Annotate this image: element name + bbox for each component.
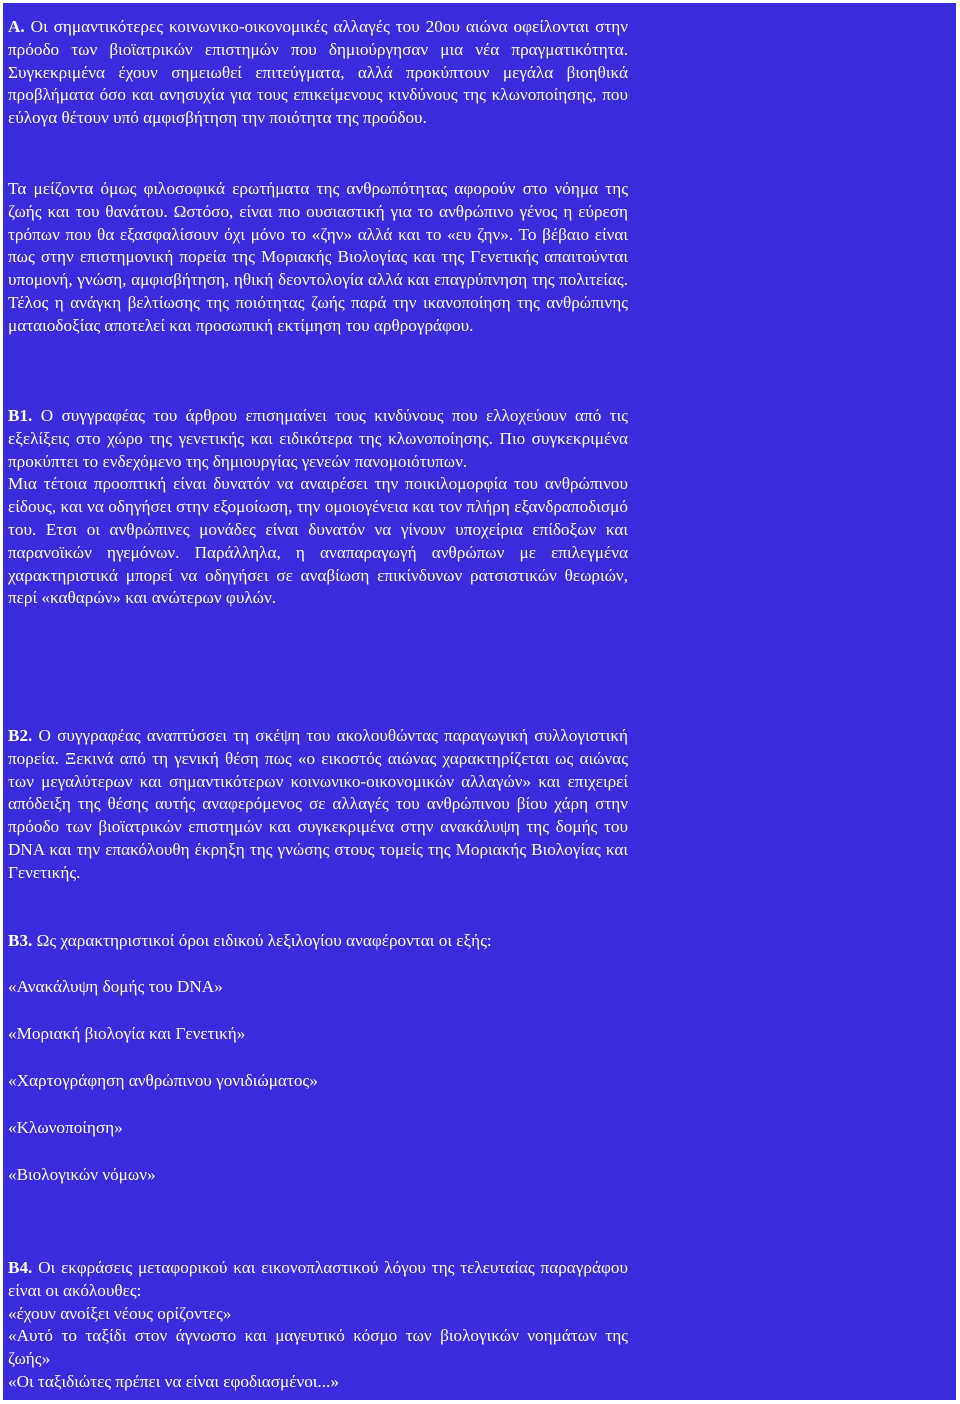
document-page — [3, 3, 956, 1400]
term-item: «Χαρτογράφηση ανθρώπινου γονιδιώματος» — [8, 1071, 318, 1090]
term-item: «Ανακάλυψη δομής του DNA» — [8, 977, 223, 996]
term-item: «Βιολογικών νόμων» — [8, 1165, 156, 1184]
section-a-paragraph-1 — [8, 16, 628, 130]
section-b4-label: Β4. — [8, 1258, 33, 1277]
section-b4-intro — [8, 1257, 628, 1303]
section-b4-quote: «έχουν ανοίξει νέους ορίζοντες» — [8, 1303, 232, 1323]
section-b4-quote: «Οι ταξιδιώτες πρέπει να είναι εφοδιασμένοι...» — [8, 1371, 339, 1391]
section-b3-intro-text: Ως χαρακτηριστικοί όροι ειδικού λεξιλογίου αναφέρονται οι εξής: — [36, 931, 492, 950]
section-b4 — [8, 1257, 628, 1394]
section-a-continued — [8, 178, 628, 338]
section-b2-paragraph — [8, 725, 628, 885]
section-b2-label: Β2. — [8, 726, 33, 745]
section-b1-label: Β1. — [8, 406, 33, 425]
section-a-label: A. — [8, 17, 25, 36]
section-b4-intro-text: Οι εκφράσεις μεταφορικού και εικονοπλαστικού λόγου της τελευταίας παραγράφου είναι οι ακόλουθες: — [8, 1258, 628, 1300]
section-b1 — [8, 405, 628, 610]
section-b1-paragraph-2: Μια τέτοια προοπτική είναι δυνατόν να αναιρέσει την ποικιλομορφία του ανθρώπινου είδους, και να οδηγήσει στην εξομοίωση, την ομοιογένεια και τον πλήρη εξανδραποδισμό του. Ετσι οι ανθρώπινες μονάδες είναι δυνατόν να γίνουν υποχείρια επίδοξων και παρανοϊκών ηγεμόνων. Παράλληλα, η αναπαραγωγή ανθρώπων με επιλεγμένα χαρακτηριστικά μπορεί να οδηγήσει σε αναβίωση επικίνδυνων ρατσιστικών θεωριών, περί «καθαρών» και ανώτερων φυλών. — [8, 474, 628, 608]
section-b1-paragraph-1 — [8, 405, 628, 473]
section-b3-intro — [8, 930, 628, 953]
term-item: «Μοριακή βιολογία και Γενετική» — [8, 1024, 246, 1043]
section-a-paragraph-2: Τα μείζοντα όμως φιλοσοφικά ερωτήματα της ανθρωπότητας αφορούν στο νόημα της ζωής και του θανάτου. Ωστόσο, είναι πιο ουσιαστική για το ανθρώπινο γένος η εύρεση τρόπων που θα εξασφαλίσουν όχι μόνο το «ζην» αλλά και το «ευ ζην». Το βέβαιο είναι πως στην επιστημονική πορεία της Μοριακής Βιολογίας και της Γενετικής απαιτούνται υπομονή, γνώση, αμφισβήτηση, ηθική δεοντολογία αλλά και επαγρύπνηση της πολιτείας. Τέλος η ανάγκη βελτίωσης της ποιότητας ζωής παρά την ικανοποίηση της ανθρώπινης ματαιοδοξίας αποτελεί και προσωπική εκτίμηση του αρθρογράφου. — [8, 179, 628, 335]
section-b2-text: Ο συγγραφέας αναπτύσσει τη σκέψη του ακολουθώντας παραγωγική συλλογιστική πορεία. Ξεκινά από τη γενική θέση πως «ο εικοστός αιώνας χαρακτηρίζεται ως αιώνας των μεγαλύτερων και σημαντικότερων κοινωνικο-οικονομικών αλλαγών» και επιχειρεί απόδειξη της θέσης αυτής αναφερόμενος σε αλλαγές του ανθρώπινου βίου χάρη στην πρόοδο των βιοϊατρικών επιστημών και συγκεκριμένα στην ανακάλυψη της δομής του DNA και την επακόλουθη έκρηξη της γνώσης στους τομείς της Μοριακής Βιολογίας και Γενετικής. — [8, 726, 629, 882]
section-b1-text-1: Ο συγγραφέας του άρθρου επισημαίνει τους κινδύνους που ελλοχεύουν από τις εξελίξεις στο χώρο της γενετικής και ειδικότερα της κλωνοποίησης. Πιο συγκεκριμένα προκύπτει το ενδεχόμενο της δημιουργίας γενεών πανομοιότυπων. — [8, 406, 628, 471]
section-b2 — [8, 725, 628, 885]
section-b3 — [8, 930, 628, 953]
term-item: «Κλωνοποίηση» — [8, 1118, 123, 1137]
section-b4-quote: «Αυτό το ταξίδι στον άγνωστο και μαγευτικό κόσμο των βιολογικών νοημάτων της ζωής» — [8, 1326, 628, 1369]
section-a-text-1: Οι σημαντικότερες κοινωνικο-οικονομικές αλλαγές του 20ου αιώνα οφείλονται στην πρόοδο των βιοϊατρικών επιστημών που δημιούργησαν μια νέα πραγματικότητα. Συγκεκριμένα έχουν σημειωθεί επιτεύγματα, αλλά προκύπτουν μεγάλα βιοηθικά προβλήματα όσο και ανησυχία για τους επικείμενους κινδύνους της κλωνοποίησης, που εύλογα θέτουν υπό αμφισβήτηση την ποιότητα της προόδου. — [8, 17, 629, 128]
section-b3-label: Β3. — [8, 931, 33, 950]
section-a — [8, 16, 628, 130]
